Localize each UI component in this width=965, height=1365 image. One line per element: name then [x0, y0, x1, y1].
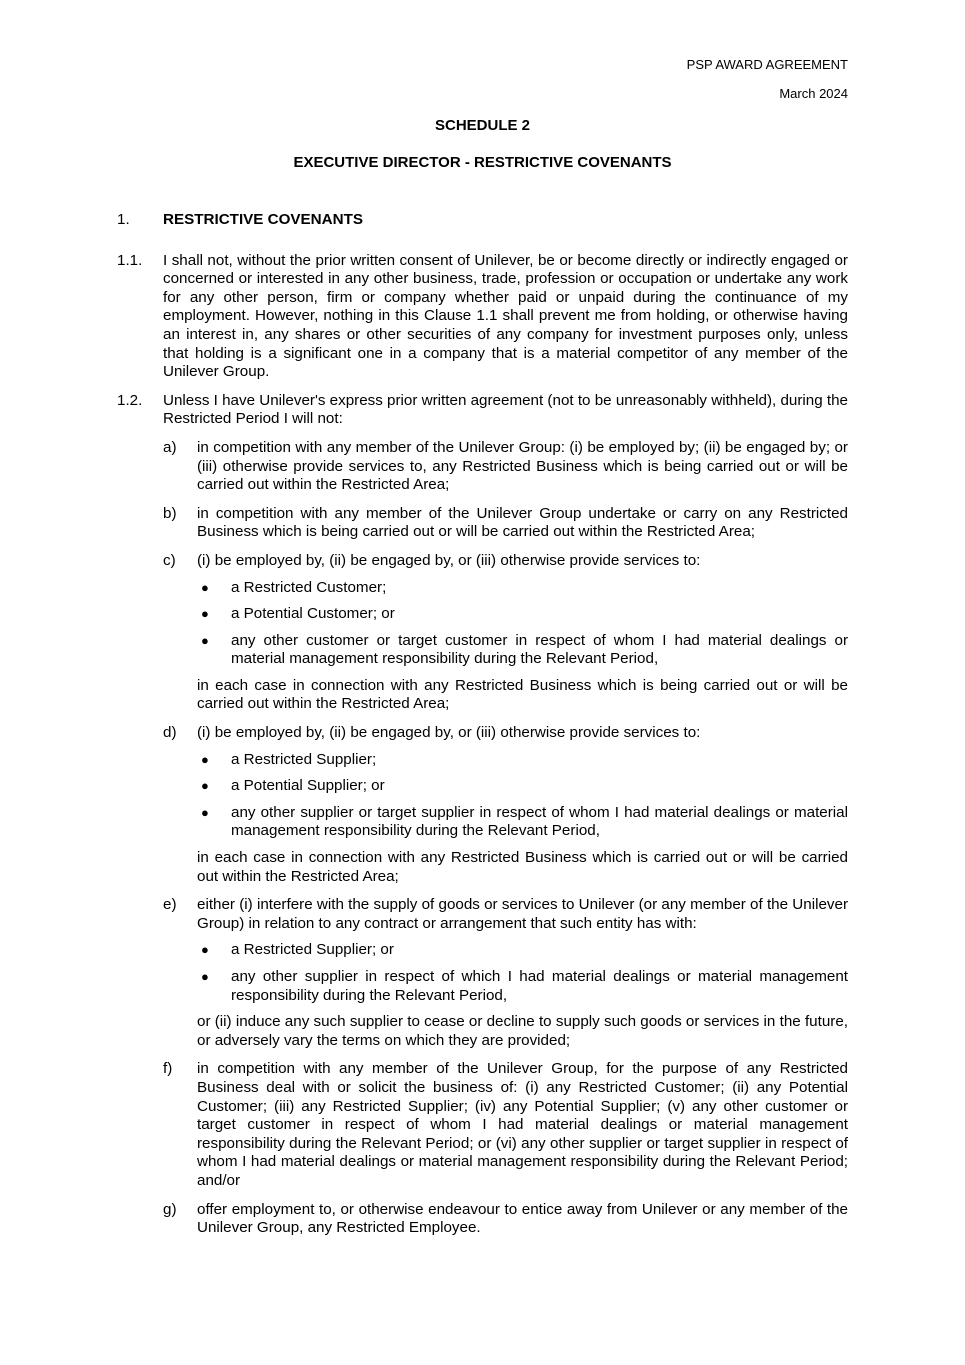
bullet-item: ● any other supplier or target supplier in respect of whom I had material dealings or material management responsibility during the Relevant Period, — [197, 804, 848, 841]
bullet-icon: ● — [201, 942, 209, 958]
bullet-icon: ● — [201, 632, 209, 648]
header-date: March 2024 — [779, 86, 848, 101]
bullet-icon: ● — [201, 751, 209, 767]
item-closing-text: or (ii) induce any such supplier to cease or decline to supply such goods or services in the future, or adversely vary the terms on which they are provided; — [197, 1013, 848, 1049]
item-text: (i) be employed by, (ii) be engaged by, or (iii) otherwise provide services to: — [197, 551, 701, 569]
item-text: in competition with any member of the Unilever Group, for the purpose of any Restricted Business deal with or solicit the business of: (i) any Restricted Customer; (ii) any Potential Customer; (iii) any Restricted Supplier; (iv) any Potential Supplier; (v) any other customer or target customer in respect of whom I had material dealings or material management responsibility during the Relevant Period; or (vi) any other supplier or target supplier in respect of whom I had material dealings or material management responsibility during the Relevant Period; and/or — [197, 1060, 848, 1189]
item-g — [163, 1201, 848, 1238]
item-e — [163, 896, 848, 1050]
item-closing-text: in each case in connection with any Restricted Business which is carried out or will be carried out within the Restricted Area; — [197, 849, 848, 885]
section-heading — [117, 211, 848, 230]
item-label: f) — [163, 1060, 173, 1078]
item-text: in competition with any member of the Unilever Group: (i) be employed by; (ii) be engaged by; or (iii) otherwise provide services to, any Restricted Business which is being carried out or will be carried out within the Restricted Area; — [197, 438, 848, 494]
bullet-item: ● a Potential Supplier; or — [197, 777, 848, 796]
item-label: e) — [163, 896, 177, 914]
section-number: 1. — [117, 211, 130, 228]
bullet-item: ● a Restricted Customer; — [197, 579, 848, 598]
item-label: d) — [163, 724, 177, 742]
bullet-icon: ● — [201, 606, 209, 622]
item-closing-text: in each case in connection with any Restricted Business which is being carried out or will be carried out within the Restricted Area; — [197, 676, 848, 713]
schedule-title: SCHEDULE 2 — [434, 117, 531, 134]
item-text: in competition with any member of the Unilever Group undertake or carry on any Restricted Business which is being carried out or will be carried out within the Restricted Area; — [197, 504, 848, 541]
bullet-item: ● any other customer or target customer in respect of whom I had material dealings or material management responsibility during the Relevant Period, — [197, 632, 848, 669]
bullet-icon: ● — [201, 804, 209, 820]
clause-1-2-items — [163, 439, 848, 1238]
item-text: (i) be employed by, (ii) be engaged by, or (iii) otherwise provide services to: — [197, 724, 701, 742]
item-c — [163, 552, 848, 714]
item-label: b) — [163, 504, 177, 522]
item-b — [163, 505, 848, 542]
section-title: RESTRICTIVE COVENANTS — [163, 211, 363, 228]
clause-number: 1.1. — [117, 251, 143, 269]
clause-text: I shall not, without the prior written consent of Unilever, be or become directly or indirectly engaged or concerned or interested in any other business, trade, profession or occupation or undertake any work for any other person, firm or company whether paid or unpaid during the continuance of my employment. However, nothing in this Clause 1.1 shall prevent me from holding, or otherwise having an interest in, any shares or other securities of any company for investment purposes only, unless that holding is a significant one in a company that is a material competitor of any member of the Unilever Group. — [163, 251, 848, 381]
bullet-icon: ● — [201, 579, 209, 595]
bullet-icon: ● — [201, 969, 209, 984]
bullet-item: ● a Restricted Supplier; or — [197, 941, 848, 960]
clause-1-1 — [117, 252, 848, 382]
bullet-item: ● any other supplier in respect of which I had material dealings or material management responsibility during the Relevant Period, — [197, 968, 848, 1005]
item-f — [163, 1060, 848, 1190]
bullet-list — [197, 941, 848, 1005]
item-label: a) — [163, 438, 177, 456]
clause-number: 1.2. — [117, 391, 143, 409]
item-a — [163, 439, 848, 495]
bullet-list — [197, 579, 848, 669]
item-text: either (i) interfere with the supply of goods or services to Unilever (or any member of the Unilever Group) in relation to any contract or arrangement that such entity has with: — [197, 896, 848, 932]
header-doc-title: PSP AWARD AGREEMENT — [686, 57, 848, 72]
bullet-item: ● a Potential Customer; or — [197, 605, 848, 624]
clause-1-2 — [117, 392, 848, 429]
bullet-icon: ● — [201, 778, 209, 794]
document-body — [117, 211, 848, 1248]
schedule-subtitle: EXECUTIVE DIRECTOR - RESTRICTIVE COVENANTS — [293, 154, 672, 171]
bullet-list — [197, 751, 848, 841]
item-label: g) — [163, 1200, 177, 1218]
item-d — [163, 724, 848, 886]
item-text: offer employment to, or otherwise endeavour to entice away from Unilever or any member of the Unilever Group, any Restricted Employee. — [197, 1200, 848, 1237]
item-label: c) — [163, 551, 176, 569]
bullet-item: ● a Restricted Supplier; — [197, 751, 848, 770]
clause-text: Unless I have Unilever's express prior written agreement (not to be unreasonably withheld), during the Restricted Period I will not: — [163, 391, 849, 428]
